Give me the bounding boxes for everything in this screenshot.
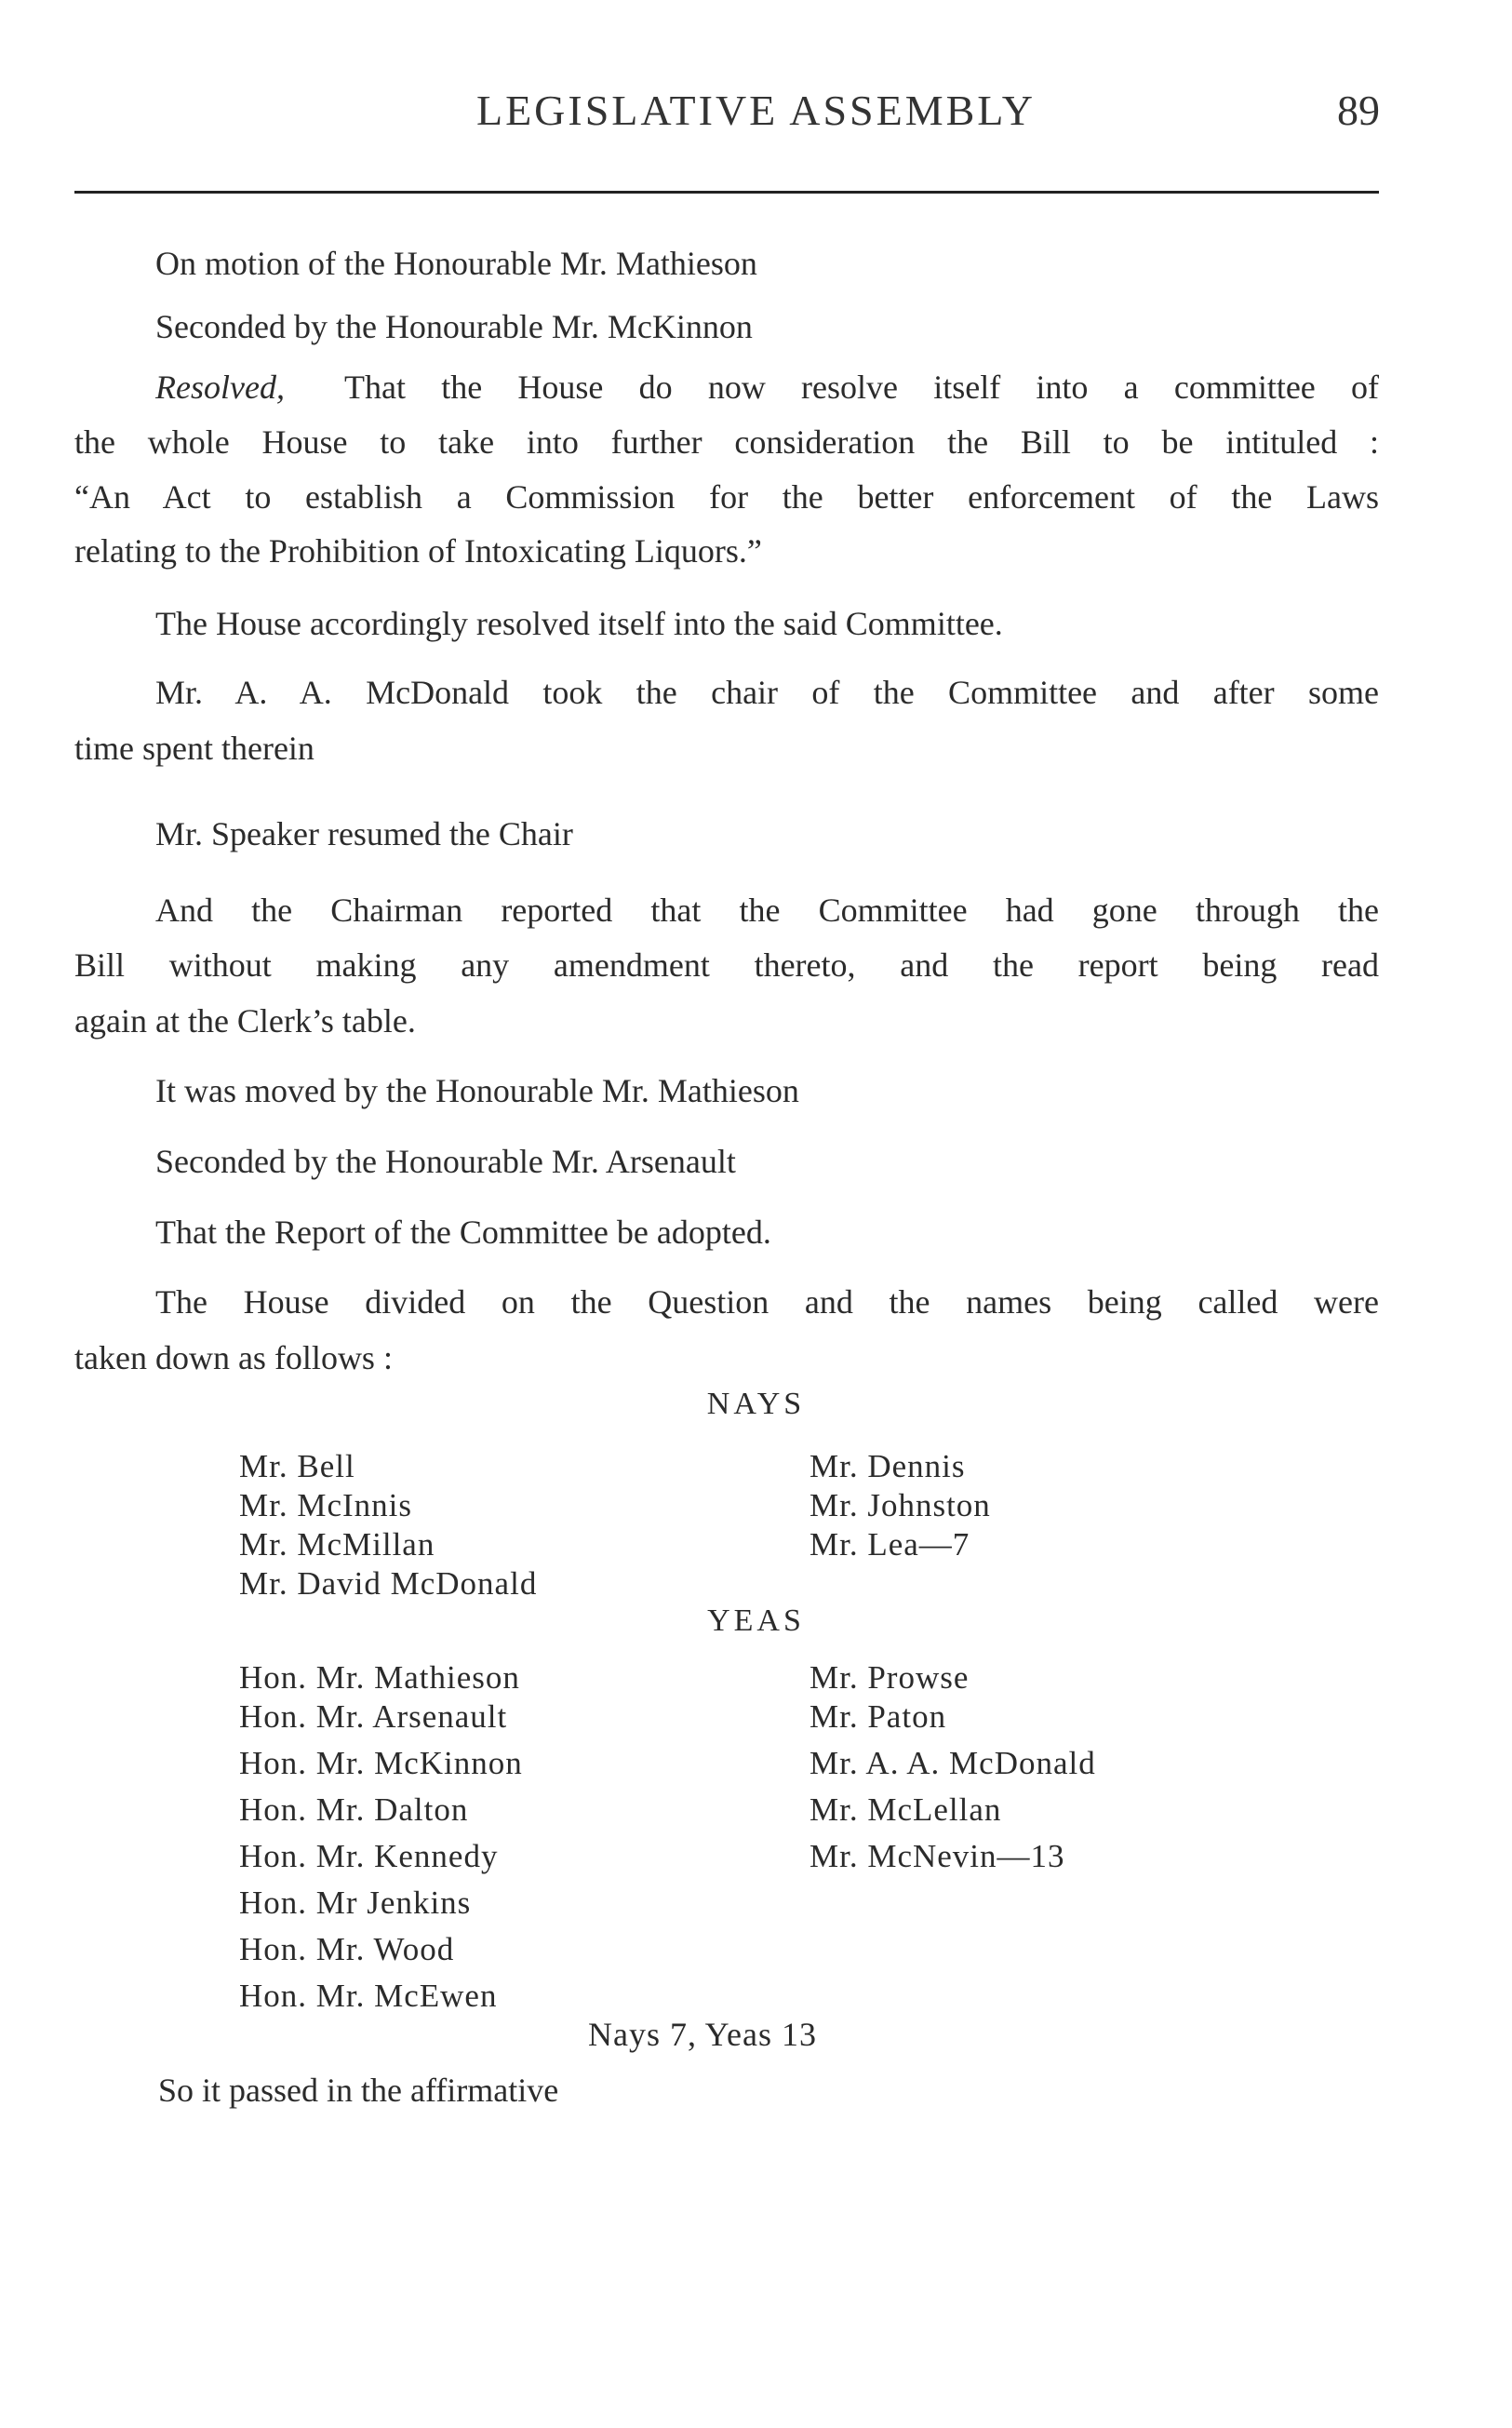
resolution-line-1: That the House do now resolve itself into a committee of — [344, 369, 1379, 406]
moved-line: It was moved by the Honourable Mr. Mathieson — [155, 1072, 799, 1109]
nays-left-name: Mr. Bell — [239, 1448, 355, 1484]
resolution-line-2: the whole House to take into further consideration the Bill to be intituled : — [74, 423, 1379, 461]
motion-line: On motion of the Honourable Mr. Mathieson — [155, 245, 757, 282]
seconded-line: Seconded by the Honourable Mr. McKinnon — [155, 308, 753, 345]
report-line-1: And the Chairman reported that the Committee had gone through the — [155, 892, 1379, 929]
yeas-left-name: Hon. Mr. Kennedy — [239, 1838, 499, 1874]
yeas-left-name: Hon. Mr. McKinnon — [239, 1745, 523, 1781]
report-line-2: Bill without making any amendment thereto, and the report being read — [74, 946, 1379, 984]
vote-tally: Nays 7, Yeas 13 — [588, 2016, 818, 2053]
resolved-label: Resolved, — [155, 369, 285, 406]
chair-line-1: Mr. A. A. McDonald took the chair of the Committee and after some — [155, 674, 1379, 711]
nays-right-name: Mr. Johnston — [810, 1487, 991, 1523]
closing-line: So it passed in the affirmative — [158, 2072, 559, 2109]
seconded-line-2: Seconded by the Honourable Mr. Arsenault — [155, 1143, 736, 1180]
yeas-right-name: Mr. Paton — [810, 1698, 947, 1735]
resolution-line-4: relating to the Prohibition of Intoxicating Liquors.” — [74, 532, 762, 570]
yeas-heading: YEAS — [707, 1603, 805, 1638]
nays-left-name: Mr. McInnis — [239, 1487, 412, 1523]
yeas-right-name: Mr. McNevin—13 — [810, 1838, 1065, 1874]
yeas-right-name: Mr. A. A. McDonald — [810, 1745, 1096, 1781]
resolved-into-committee: The House accordingly resolved itself into the said Committee. — [155, 605, 1003, 642]
yeas-right-name: Mr. Prowse — [810, 1659, 970, 1696]
header-rule — [74, 191, 1379, 194]
yeas-left-name: Hon. Mr Jenkins — [239, 1885, 472, 1921]
yeas-left-name: Hon. Mr. Wood — [239, 1931, 455, 1967]
yeas-left-name: Hon. Mr. Mathieson — [239, 1659, 520, 1696]
adopted-line: That the Report of the Committee be adopted. — [155, 1214, 771, 1251]
yeas-left-name: Hon. Mr. Arsenault — [239, 1698, 508, 1735]
division-line-1: The House divided on the Question and the names being called were — [155, 1283, 1379, 1321]
speaker-resumed: Mr. Speaker resumed the Chair — [155, 815, 573, 852]
page-header-title: LEGISLATIVE ASSEMBLY — [475, 87, 1037, 134]
nays-left-name: Mr. David McDonald — [239, 1565, 538, 1602]
resolution-line-3: “An Act to establish a Commission for the better enforcement of the Laws — [74, 478, 1379, 516]
division-line-2: taken down as follows : — [74, 1339, 393, 1376]
nays-right-name: Mr. Dennis — [810, 1448, 966, 1484]
chair-line-2: time spent therein — [74, 730, 314, 767]
nays-left-name: Mr. McMillan — [239, 1526, 435, 1563]
page-number: 89 — [1337, 87, 1380, 134]
nays-right-name: Mr. Lea—7 — [810, 1526, 970, 1563]
report-line-3: again at the Clerk’s table. — [74, 1002, 416, 1040]
nays-heading: NAYS — [706, 1387, 806, 1421]
yeas-left-name: Hon. Mr. McEwen — [239, 1978, 498, 2014]
yeas-left-name: Hon. Mr. Dalton — [239, 1791, 469, 1828]
yeas-right-name: Mr. McLellan — [810, 1791, 1002, 1828]
